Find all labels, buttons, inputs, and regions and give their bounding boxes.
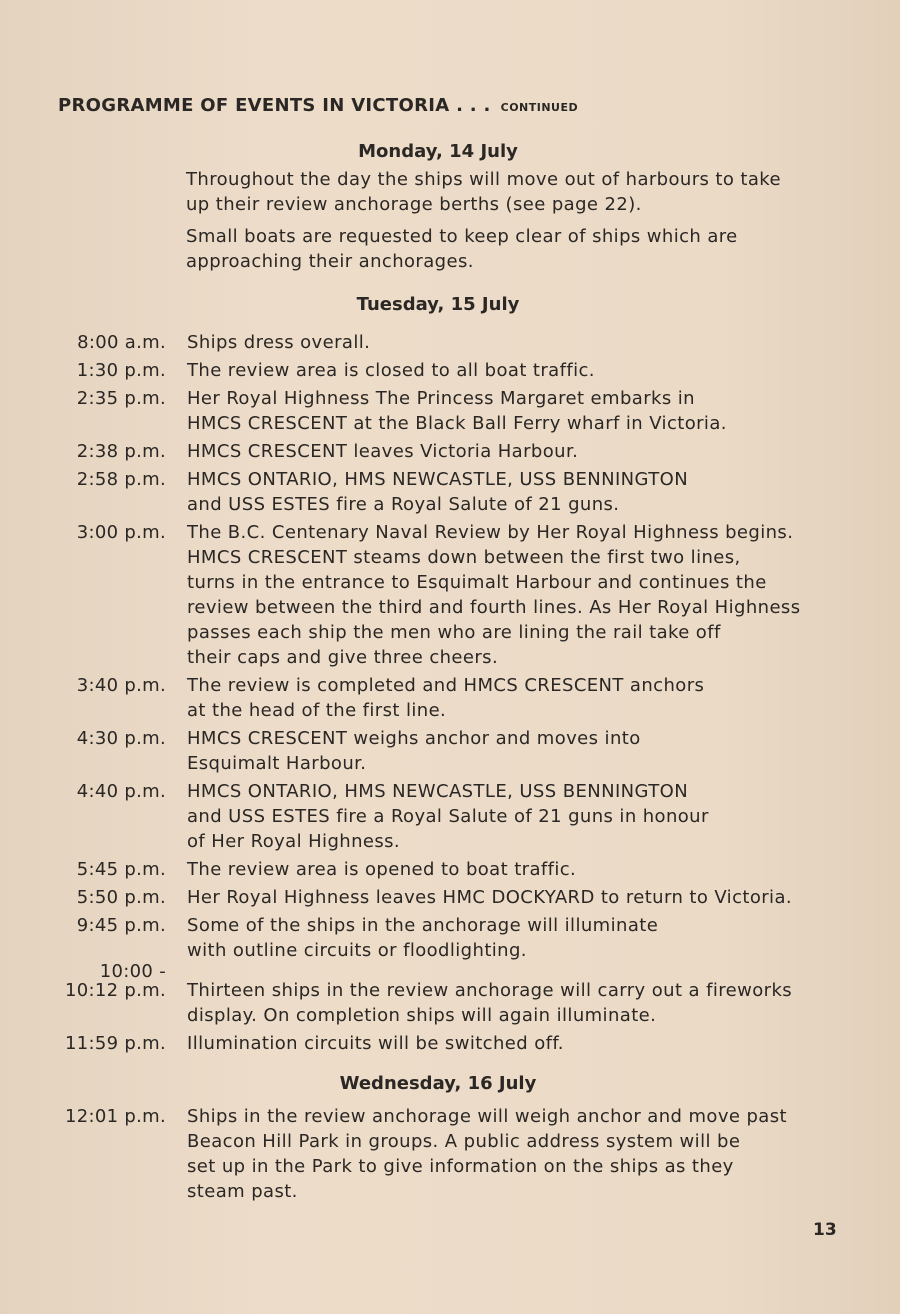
schedule-entry [0,673,900,723]
entry-description [187,1104,787,1204]
schedule-entry [0,1031,900,1056]
entry-description [187,467,688,517]
time-line: 3:00 p.m. [76,522,166,543]
text-line: Throughout the day the ships will move out of harbours to take [186,169,781,190]
time-line: 10:12 p.m. [65,980,166,1001]
entry-description [187,779,709,854]
header-continued: CONTINUED [500,101,579,114]
schedule-entry [0,961,900,1028]
wednesday-schedule [0,1104,900,1207]
description-line: HMCS CRESCENT steams down between the first two lines, [187,547,741,568]
entry-description [187,520,800,670]
entry-time [0,520,166,670]
schedule-entry [0,857,900,882]
page-number: 13 [813,1220,837,1240]
schedule-entry [0,520,900,670]
entry-description [187,857,576,882]
entry-description [187,358,595,383]
description-line [187,966,792,978]
description-line: Ships dress overall. [187,332,371,353]
description-line: at the head of the first line. [187,700,447,721]
time-line: 11:59 p.m. [65,1033,166,1054]
description-line: Some of the ships in the anchorage will illuminate [187,915,659,936]
description-line: and USS ESTES fire a Royal Salute of 21 guns in honour [187,806,709,827]
description-line: Her Royal Highness The Princess Margaret embarks in [187,388,695,409]
schedule-entry [0,439,900,464]
description-line: HMCS ONTARIO, HMS NEWCASTLE, USS BENNINGTON [187,469,689,490]
time-line: 3:40 p.m. [76,675,166,696]
entry-description [187,439,578,464]
text-line: Small boats are requested to keep clear of ships which are [186,226,738,247]
time-line: 9:45 p.m. [76,915,166,936]
description-line: and USS ESTES fire a Royal Salute of 21 guns. [187,494,620,515]
time-line: 4:30 p.m. [76,728,166,749]
time-line: 12:01 p.m. [65,1106,166,1127]
description-line: turns in the entrance to Esquimalt Harbour and continues the [187,572,767,593]
description-line: Her Royal Highness leaves HMC DOCKYARD to return to Victoria. [187,887,793,908]
schedule-entry [0,885,900,910]
entry-time [0,439,166,464]
entry-description [187,913,658,963]
entry-time [0,386,166,436]
description-line: display. On completion ships will again illuminate. [187,1005,657,1026]
description-line: HMCS CRESCENT leaves Victoria Harbour. [187,441,579,462]
description-line: The B.C. Centenary Naval Review by Her Royal Highness begins. [187,522,794,543]
header-title: PROGRAMME OF EVENTS IN VICTORIA . . . [58,95,491,116]
entry-time [0,1104,166,1204]
description-line: their caps and give three cheers. [187,647,499,668]
description-line: passes each ship the men who are lining the rail take off [187,622,721,643]
description-line: Esquimalt Harbour. [187,753,367,774]
time-line: 8:00 a.m. [77,332,166,353]
time-line: 5:50 p.m. [76,887,166,908]
description-line: The review area is opened to boat traffic. [187,859,577,880]
description-line: The review area is closed to all boat traffic. [187,360,595,381]
description-line: Beacon Hill Park in groups. A public address system will be [187,1131,741,1152]
tuesday-schedule [0,330,900,1059]
entry-description [187,386,727,436]
entry-time [0,330,166,355]
monday-paragraph-1 [186,167,781,217]
entry-time [0,857,166,882]
time-line: 4:40 p.m. [76,781,166,802]
schedule-entry [0,913,900,963]
time-line: 5:45 p.m. [76,859,166,880]
text-line: approaching their anchorages. [186,251,474,272]
time-line: 2:58 p.m. [76,469,166,490]
entry-time [0,726,166,776]
time-line: 1:30 p.m. [76,360,166,381]
description-line: Ships in the review anchorage will weigh anchor and move past [187,1106,787,1127]
entry-time [0,961,166,1028]
description-line: The review is completed and HMCS CRESCENT anchors [187,675,705,696]
time-line: 2:38 p.m. [76,441,166,462]
monday-paragraph-2 [186,224,738,274]
schedule-entry [0,386,900,436]
description-line: Thirteen ships in the review anchorage will carry out a fireworks [187,980,793,1001]
schedule-entry [0,467,900,517]
entry-description [187,330,370,355]
text-line: up their review anchorage berths (see page 22). [186,194,642,215]
day-heading-tuesday: Tuesday, 15 July [356,294,520,315]
description-line: of Her Royal Highness. [187,831,401,852]
entry-time [0,467,166,517]
description-line: steam past. [187,1181,298,1202]
day-heading-monday: Monday, 14 July [358,141,518,162]
entry-description [187,726,641,776]
schedule-entry [0,330,900,355]
day-heading-wednesday: Wednesday, 16 July [339,1073,537,1094]
description-line: HMCS CRESCENT weighs anchor and moves into [187,728,641,749]
entry-description [187,673,704,723]
time-line: 2:35 p.m. [76,388,166,409]
description-line: with outline circuits or floodlighting. [187,940,527,961]
description-line: HMCS CRESCENT at the Black Ball Ferry wharf in Victoria. [187,413,727,434]
entry-description [187,1031,564,1056]
description-line: review between the third and fourth lines. As Her Royal Highness [187,597,801,618]
schedule-entry [0,358,900,383]
description-line: HMCS ONTARIO, HMS NEWCASTLE, USS BENNINGTON [187,781,689,802]
schedule-entry [0,779,900,854]
entry-time [0,673,166,723]
schedule-entry [0,1104,900,1204]
page-header [58,95,578,116]
entry-time [0,885,166,910]
time-line: 10:00 - [99,961,166,982]
entry-description [187,885,792,910]
entry-time [0,913,166,963]
entry-time [0,779,166,854]
description-line: set up in the Park to give information on the ships as they [187,1156,734,1177]
entry-time [0,358,166,383]
schedule-entry [0,726,900,776]
entry-description [187,966,792,1028]
description-line: Illumination circuits will be switched off. [187,1033,564,1054]
entry-time [0,1031,166,1056]
